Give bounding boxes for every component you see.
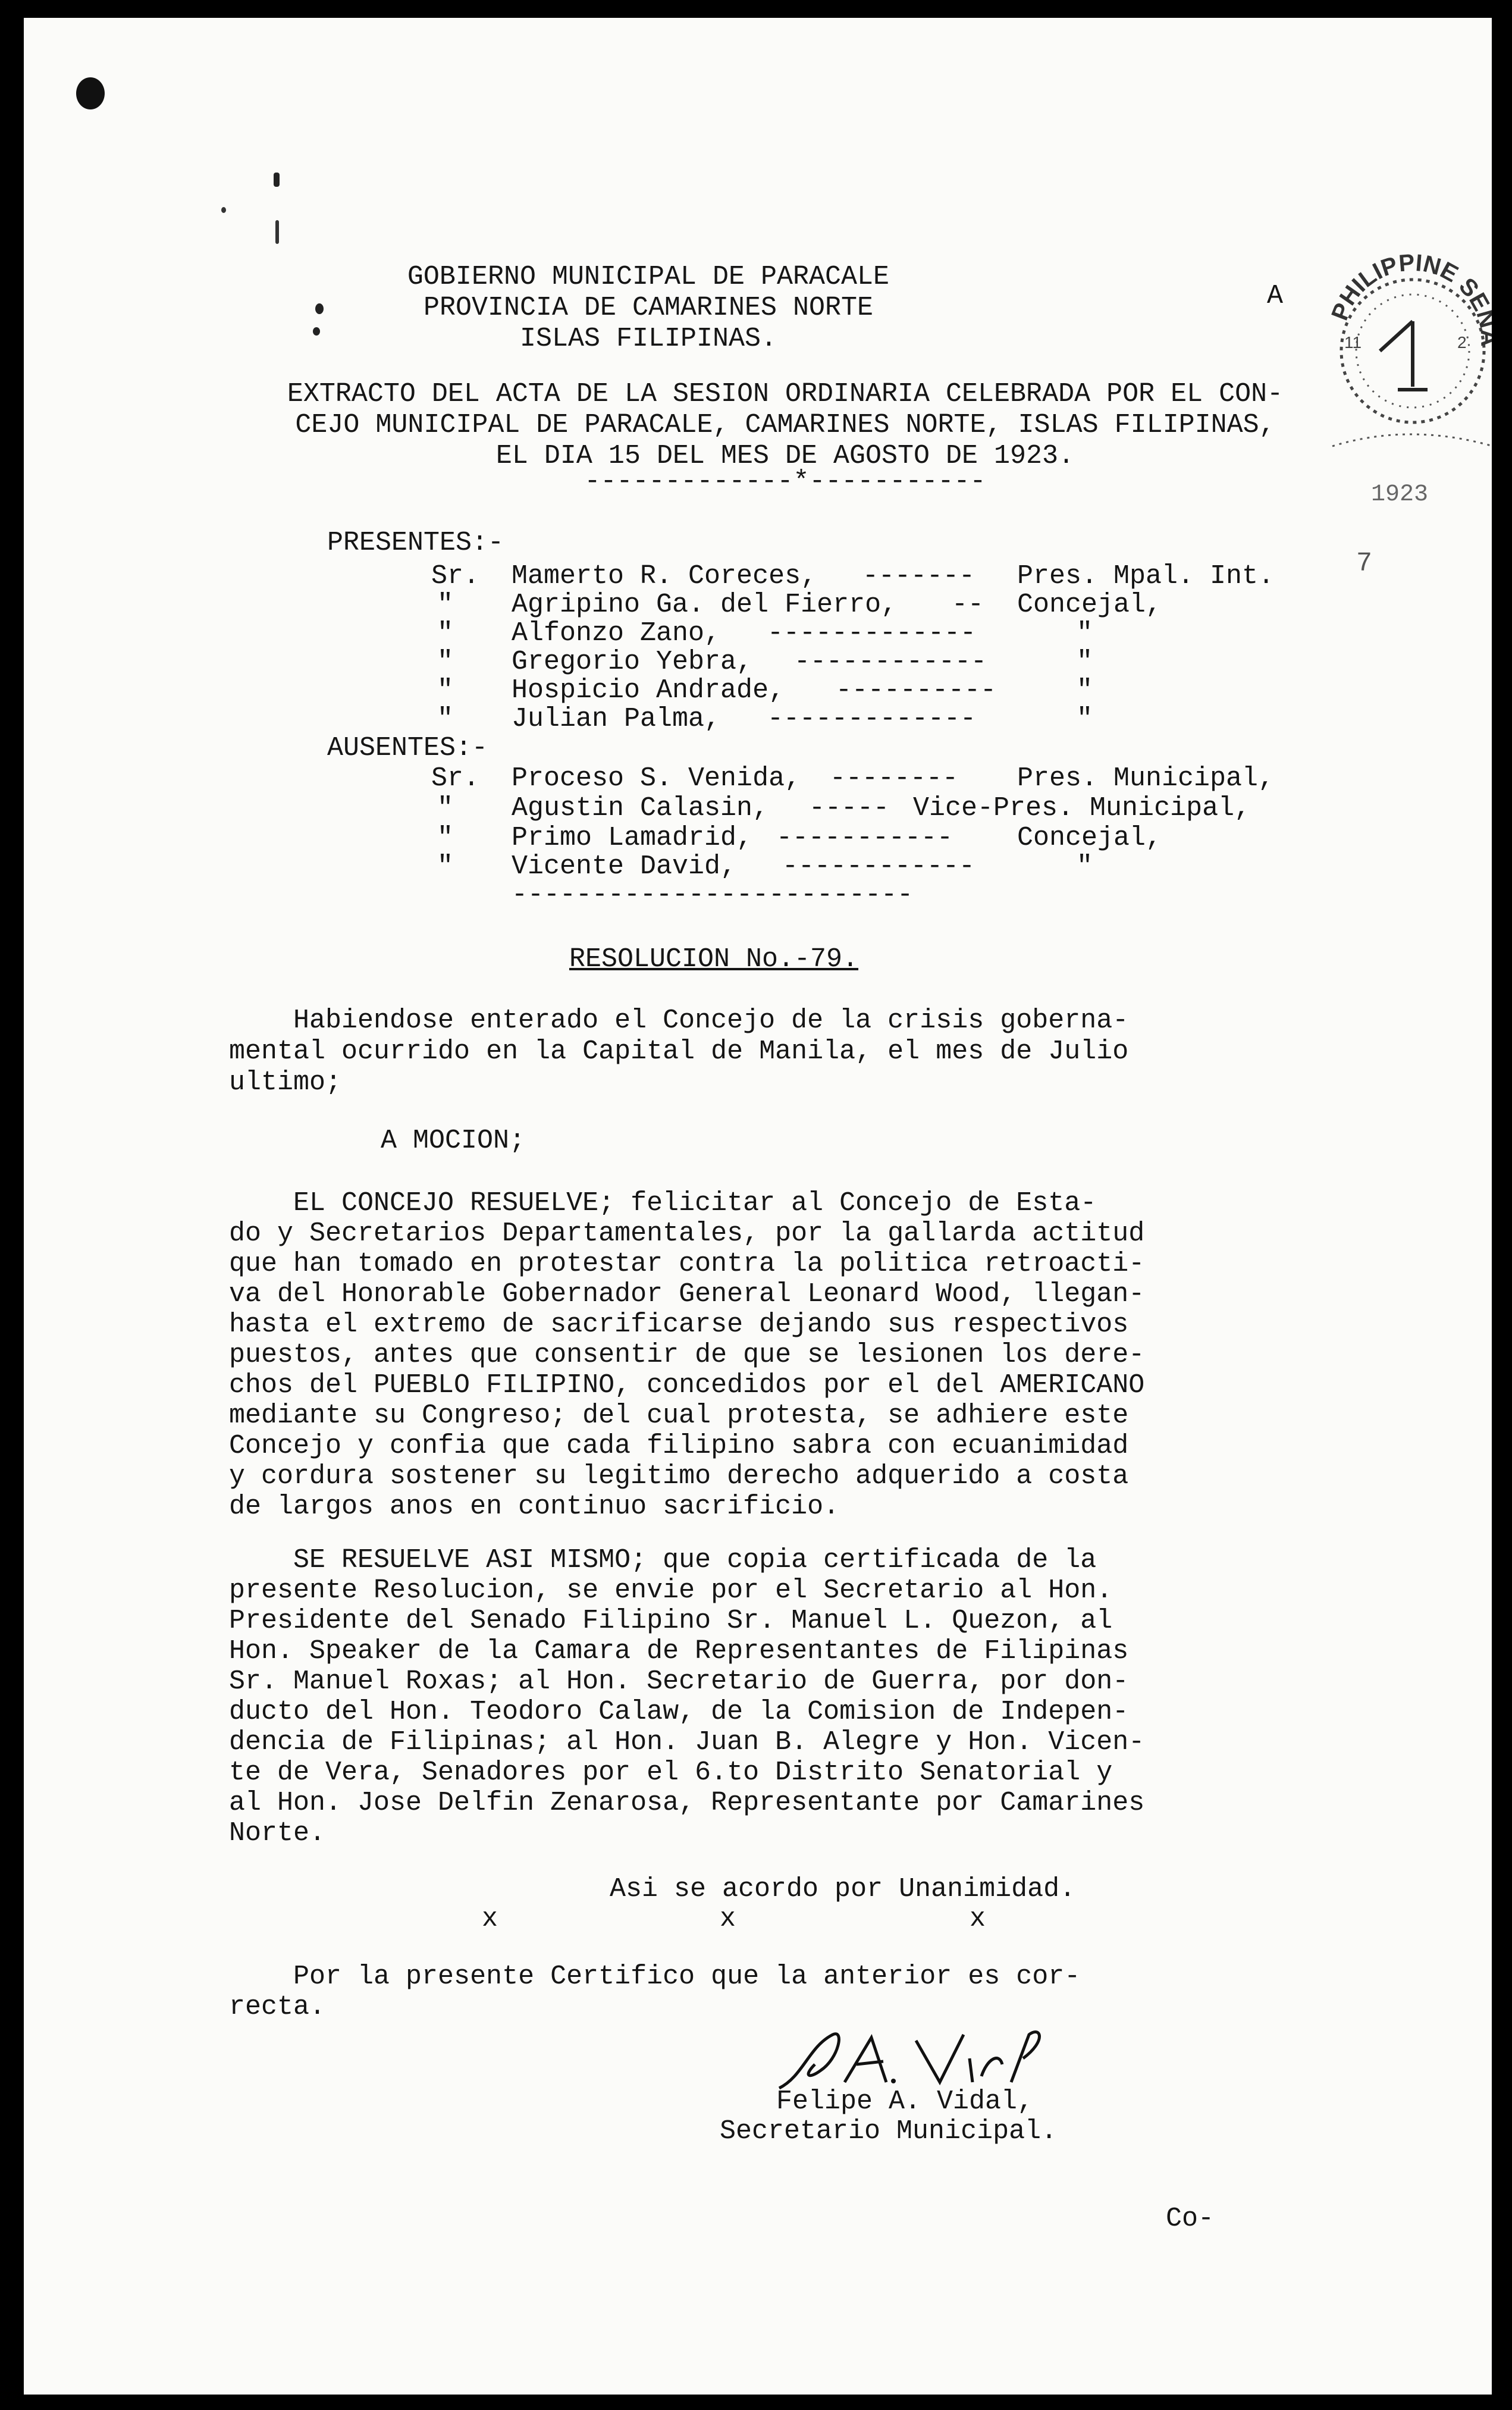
roster-role: Pres. Municipal,: [1017, 763, 1275, 794]
roster-role: ": [1077, 704, 1093, 734]
ink-speck: [221, 207, 226, 213]
paragraph-resuelve: [229, 1187, 1359, 1544]
roster-dashes: ------------: [794, 647, 987, 677]
text-line: que han tomado en protestar contra la politica retroacti-: [229, 1249, 1145, 1279]
text-line: SE RESUELVE ASI MISMO; que copia certificada de la: [229, 1545, 1097, 1575]
roster-prefix: Sr.: [431, 763, 480, 794]
signatory-name: Felipe A. Vidal,: [776, 2086, 1034, 2117]
roster-name: Gregorio Yebra,: [512, 647, 753, 677]
roster-row: [327, 703, 1356, 736]
text-line: y cordura sostener su legitimo derecho adquerido a costa: [229, 1461, 1129, 1491]
ink-speck: [274, 173, 280, 187]
roster-row: [327, 762, 1356, 795]
text-line: recta.: [229, 1992, 326, 2022]
text-line: EL CONCEJO RESUELVE; felicitar al Concejo de Esta-: [229, 1188, 1097, 1218]
ausentes-heading: [327, 732, 1356, 765]
text-line: chos del PUEBLO FILIPINO, concedidos por el del AMERICANO: [229, 1370, 1145, 1400]
roster-prefix: ": [437, 675, 454, 706]
roster-dashes: -------------: [767, 704, 977, 734]
text-line: hasta el extremo de sacrificarse dejando sus respectivos: [229, 1309, 1129, 1340]
roster-dashes: -------------: [767, 618, 977, 648]
text-line: de largos anos en continuo sacrificio.: [229, 1491, 840, 1522]
signatory-title: Secretario Municipal.: [720, 2116, 1058, 2146]
roster-role: Concejal,: [1017, 823, 1162, 853]
separator-mark: x: [720, 1904, 736, 1934]
text-line: Hon. Speaker de la Camara de Representantes de Filipinas: [229, 1636, 1129, 1666]
roster-dashes: --: [952, 590, 984, 620]
roster-rule-row: [327, 879, 1356, 912]
roster-row: [327, 792, 1356, 825]
roster-role: ": [1077, 647, 1093, 677]
corner-mark: A: [1267, 281, 1284, 311]
resolution-title: RESOLUCION No.-79.: [569, 944, 859, 974]
roster-role: ": [1077, 851, 1093, 882]
roster-name: Proceso S. Venida,: [512, 763, 801, 794]
paragraph-asi-mismo: [229, 1544, 1359, 1859]
document-page: [24, 18, 1502, 2395]
roster-role: ": [1077, 675, 1093, 706]
roster-name: Primo Lamadrid,: [512, 823, 753, 853]
roster-dashes: ------------: [782, 851, 975, 882]
roster-dashes: -----: [809, 793, 890, 823]
extract-title-line-1: EXTRACTO DEL ACTA DE LA SESION ORDINARIA CELEBRADA POR EL CON-: [287, 379, 1284, 409]
text-line: ultimo;: [229, 1067, 342, 1098]
ink-speck: [313, 327, 320, 336]
roster-rule: -------------------------: [512, 880, 914, 910]
roster-role: Vice-Pres. Municipal,: [913, 793, 1251, 823]
roster-name: Mamerto R. Coreces,: [512, 561, 817, 591]
text-line: Habiendose enterado el Concejo de la crisis goberna-: [229, 1005, 1129, 1036]
roster-name: Alfonzo Zano,: [512, 618, 721, 648]
text-line: presente Resolucion, se envie por el Secretario al Hon.: [229, 1575, 1113, 1606]
paragraph-crisis: [229, 1004, 1359, 1105]
unanimidad-line: Asi se acordo por Unanimidad.: [610, 1874, 1076, 1904]
roster-name: Agustin Calasin,: [512, 793, 769, 823]
roster-dashes: ----------: [836, 675, 997, 706]
attendance-roster: [327, 526, 1356, 913]
stamp-year: 1923: [1371, 481, 1429, 508]
roster-name: Vicente David,: [512, 851, 737, 882]
text-line: ducto del Hon. Teodoro Calaw, de la Comision de Indepen-: [229, 1697, 1129, 1727]
roster-prefix: ": [437, 647, 454, 677]
roster-dashes: --------: [830, 763, 959, 794]
text-line: Sr. Manuel Roxas; al Hon. Secretario de Guerra, por don-: [229, 1666, 1129, 1697]
mocion-line: A MOCION;: [381, 1126, 526, 1156]
roster-role: Pres. Mpal. Int.: [1017, 561, 1275, 591]
roster-prefix: ": [437, 851, 454, 882]
roster-prefix: ": [437, 618, 454, 648]
text-line: do y Secretarios Departamentales, por la gallarda actitud: [229, 1218, 1145, 1249]
roster-prefix: ": [437, 704, 454, 734]
header-line-3: ISLAS FILIPINAS.: [519, 324, 777, 354]
continuation-mark: Co-: [1166, 2204, 1215, 2234]
roster-name: Agripino Ga. del Fierro,: [512, 590, 898, 620]
text-line: Presidente del Senado Filipino Sr. Manuel L. Quezon, al: [229, 1606, 1113, 1636]
text-line: mental ocurrido en la Capital de Manila, el mes de Julio: [229, 1036, 1129, 1067]
text-line: puestos, antes que consentir de que se lesionen los dere-: [229, 1340, 1145, 1370]
ausentes-label: AUSENTES:-: [327, 733, 488, 763]
roster-role: ": [1077, 618, 1093, 648]
roster-prefix: ": [437, 590, 454, 620]
presentes-label: PRESENTES:-: [327, 528, 504, 558]
roster-name: Julian Palma,: [512, 704, 721, 734]
text-line: va del Honorable Gobernador General Leonard Wood, llegan-: [229, 1279, 1145, 1309]
presentes-heading: [327, 526, 1356, 560]
paragraph-certifico: [229, 1960, 1359, 2026]
text-line: al Hon. Jose Delfin Zenarosa, Representante por Camarines: [229, 1788, 1145, 1818]
title-rule: -------------*-----------: [584, 466, 986, 497]
separator-mark: x: [970, 1904, 986, 1934]
text-line: te de Vera, Senadores por el 6.to Distrito Senatorial y: [229, 1757, 1113, 1788]
stamp-number: 7: [1356, 549, 1373, 579]
roster-prefix: Sr.: [431, 561, 480, 591]
roster-role: Concejal,: [1017, 590, 1162, 620]
punch-hole: [76, 77, 105, 109]
separator-mark: x: [482, 1904, 498, 1934]
svg-text:11: 11: [1344, 333, 1362, 352]
text-line: Por la presente Certifico que la anterior es cor-: [229, 1961, 1081, 1992]
roster-dashes: -----------: [776, 823, 953, 853]
header-line-1: GOBIERNO MUNICIPAL DE PARACALE: [407, 262, 890, 292]
text-line: dencia de Filipinas; al Hon. Juan B. Alegre y Hon. Vicen-: [229, 1727, 1145, 1757]
extract-title-line-3: EL DIA 15 DEL MES DE AGOSTO DE 1923.: [495, 441, 1075, 471]
roster-name: Hospicio Andrade,: [512, 675, 785, 706]
text-line: Concejo y confia que cada filipino sabra con ecuanimidad: [229, 1431, 1129, 1461]
extract-title-line-2: CEJO MUNICIPAL DE PARACALE, CAMARINES NORTE, ISLAS FILIPINAS,: [295, 410, 1275, 440]
text-line: mediante su Congreso; del cual protesta, se adhiere este: [229, 1400, 1129, 1431]
svg-text:PHILIPPINE SENATE: PHILIPPINE SENATE: [1312, 229, 1502, 345]
text-line: Norte.: [229, 1818, 326, 1848]
roster-prefix: ": [437, 793, 454, 823]
roster-dashes: -------: [862, 561, 975, 591]
svg-text:2: 2: [1457, 333, 1467, 352]
ink-speck: [275, 220, 279, 244]
roster-prefix: ": [437, 823, 454, 853]
header-line-2: PROVINCIA DE CAMARINES NORTE: [423, 293, 874, 323]
ink-speck: [315, 303, 324, 314]
